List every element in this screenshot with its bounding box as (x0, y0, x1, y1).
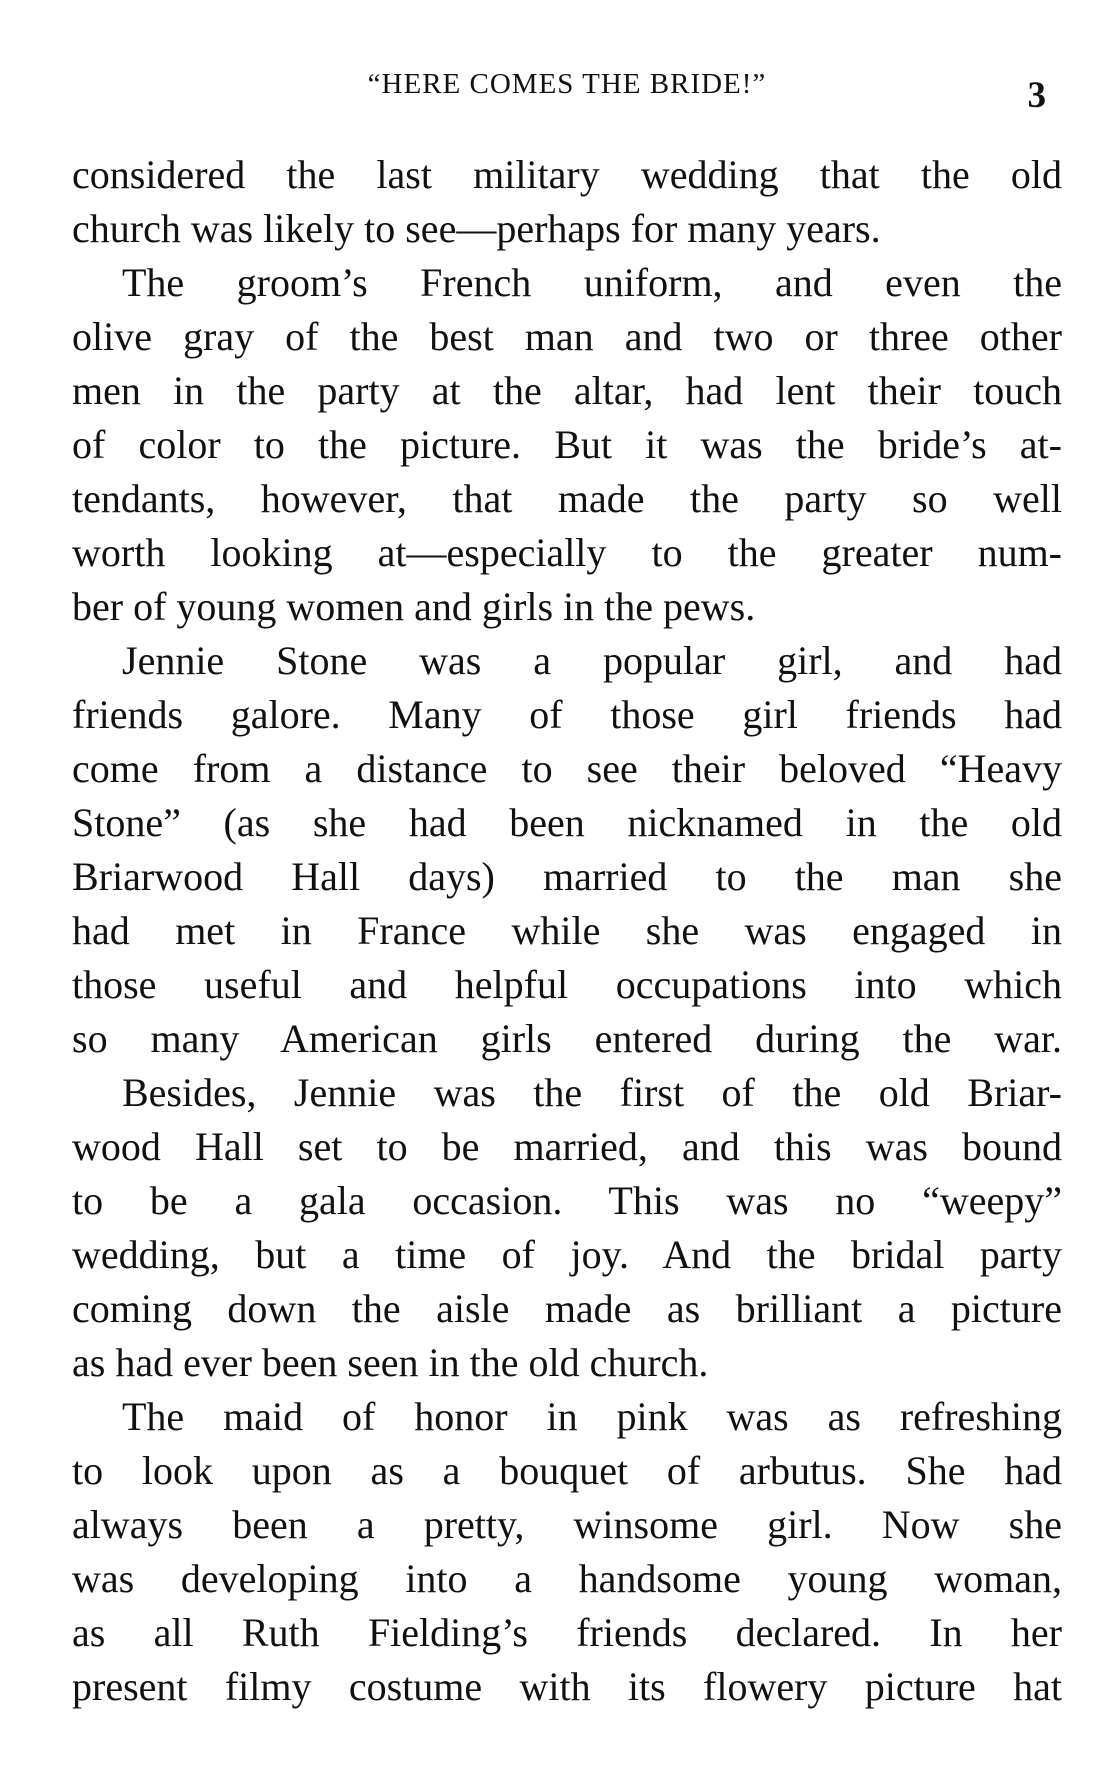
page-number: 3 (1027, 75, 1046, 116)
paragraph-first-line: The maid of honor in pink was as refreshing (122, 1394, 1062, 1439)
text-line: church was likely to see—perhaps for many years. (72, 206, 881, 251)
text-line: olive gray of the best man and two or three other (72, 314, 1062, 359)
text-line: present filmy costume with its flowery picture hat (72, 1664, 1062, 1709)
text-line: worth looking at—especially to the greater num- (72, 530, 1062, 575)
text-line: Briarwood Hall days) married to the man she (72, 854, 1062, 899)
text-line: come from a distance to see their beloved “Heavy (72, 746, 1062, 791)
text-line: considered the last military wedding that the old (72, 152, 1062, 197)
paragraph-first-line: Besides, Jennie was the first of the old Briar- (122, 1070, 1062, 1115)
text-line: as all Ruth Fielding’s friends declared. In her (72, 1610, 1062, 1655)
text-line: was developing into a handsome young woman, (72, 1556, 1062, 1601)
running-title: “HERE COMES THE BRIDE!” (367, 68, 767, 100)
text-line: ber of young women and girls in the pews. (72, 584, 756, 629)
text-line: of color to the picture. But it was the bride’s at- (72, 422, 1062, 467)
body-text (72, 148, 1062, 1714)
text-line: always been a pretty, winsome girl. Now she (72, 1502, 1062, 1547)
text-line: to be a gala occasion. This was no “weepy” (72, 1178, 1062, 1223)
text-line: as had ever been seen in the old church. (72, 1340, 709, 1385)
paragraph-first-line: Jennie Stone was a popular girl, and had (122, 638, 1062, 683)
text-line: coming down the aisle made as brilliant a picture (72, 1286, 1062, 1331)
text-line: Stone” (as she had been nicknamed in the old (72, 800, 1062, 845)
paragraph-first-line: The groom’s French uniform, and even the (122, 260, 1062, 305)
text-line: to look upon as a bouquet of arbutus. She had (72, 1448, 1062, 1493)
text-line: had met in France while she was engaged in (72, 908, 1062, 953)
text-line: so many American girls entered during the war. (72, 1016, 1062, 1061)
text-line: men in the party at the altar, had lent their touch (72, 368, 1062, 413)
running-head (72, 68, 1062, 118)
text-line: wood Hall set to be married, and this was bound (72, 1124, 1062, 1169)
text-line: those useful and helpful occupations into which (72, 962, 1062, 1007)
text-line: wedding, but a time of joy. And the bridal party (72, 1232, 1062, 1277)
text-line: friends galore. Many of those girl friends had (72, 692, 1062, 737)
text-line: tendants, however, that made the party so well (72, 476, 1062, 521)
